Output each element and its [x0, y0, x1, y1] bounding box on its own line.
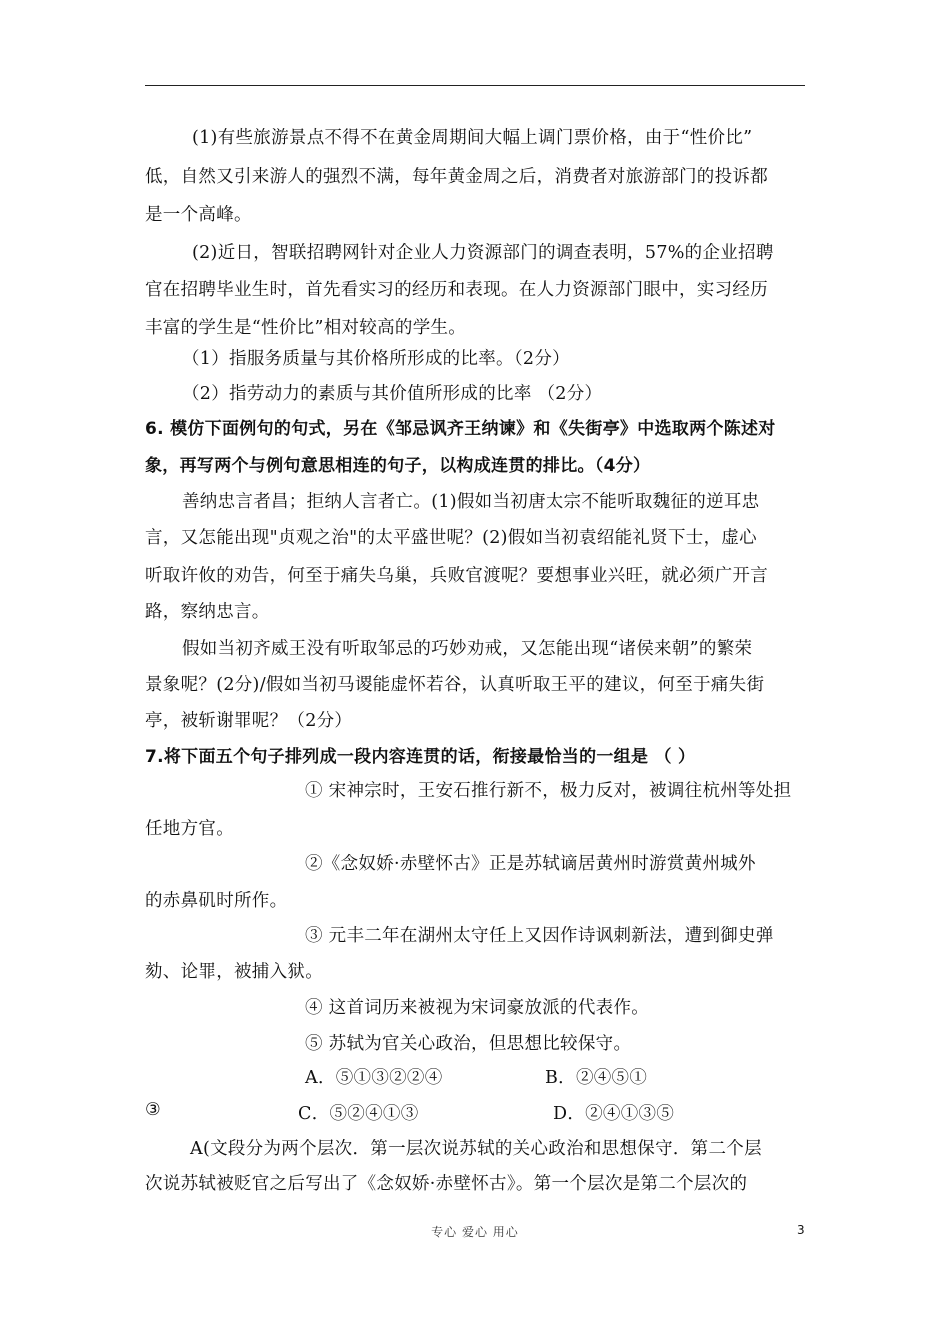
- text-line: 言，又怎能出现"贞观之治"的太平盛世呢？(2)假如当初袁绍能礼贤下士，虚心: [145, 528, 757, 548]
- text-line: 官在招聘毕业生时，首先看实习的经历和表现。在人力资源部门眼中，实习经历: [145, 280, 768, 300]
- sentence-item: 的赤鼻矶时所作。: [145, 891, 288, 911]
- option-b: B．②④⑤①: [545, 1068, 648, 1088]
- answer-explanation: 次说苏轼被贬官之后写出了《念奴娇·赤壁怀古》。第一个层次是第二个层次的: [145, 1174, 748, 1194]
- text-line: 是一个高峰。: [145, 205, 252, 225]
- option-d: D．②④①③⑤: [553, 1104, 675, 1124]
- text-line: (2)近日，智联招聘网针对企业人力资源部门的调查表明，57%的企业招聘: [192, 243, 774, 263]
- sentence-item: ③ 元丰二年在湖州太守任上又因作诗讽刺新法，遭到御史弹: [305, 926, 774, 946]
- answer-line: 景象呢？(2分)/假如当初马谡能虚怀若谷，认真听取王平的建议，何至于痛失街: [145, 675, 765, 695]
- answer-line: （1）指服务质量与其价格所形成的比率。（2分）: [182, 349, 570, 369]
- text-line: 低，自然又引来游人的强烈不满，每年黄金周之后，消费者对旅游部门的投诉都: [145, 167, 768, 187]
- text-line: 听取许攸的劝告，何至于痛失乌巢，兵败官渡呢？要想事业兴旺，就必须广开言: [145, 566, 768, 586]
- sentence-item: ②《念奴娇·赤壁怀古》正是苏轼谪居黄州时游赏黄州城外: [305, 854, 756, 874]
- question-6-title: 象，再写两个与例句意思相连的句子，以构成连贯的排比。（4分）: [145, 456, 651, 476]
- answer-line: 亭，被斩谢罪呢？（2分）: [145, 711, 353, 731]
- sentence-item: ⑤ 苏轼为官关心政治，但思想比较保守。: [305, 1034, 632, 1054]
- text-line: 丰富的学生是“性价比”相对较高的学生。: [145, 318, 467, 338]
- page-number: 3: [797, 1223, 805, 1237]
- text-line: 善纳忠言者昌；拒纳人言者亡。(1)假如当初唐太宗不能听取魏征的逆耳忠: [182, 492, 760, 512]
- sentence-item: ① 宋神宗时，王安石推行新不，极力反对，被调往杭州等处担: [305, 781, 792, 801]
- option-a: A．⑤①③②②④: [305, 1068, 443, 1088]
- answer-line: （2）指劳动力的素质与其价值所形成的比率 （2分）: [182, 384, 603, 404]
- header-rule: [145, 85, 805, 86]
- question-6-title: 6. 模仿下面例句的句式，另在《邹忌讽齐王纳谏》和《失街亭》中选取两个陈述对: [145, 419, 776, 439]
- answer-explanation: A(文段分为两个层次．第一层次说苏轼的关心政治和思想保守．第二个层: [190, 1139, 762, 1159]
- text-line: (1)有些旅游景点不得不在黄金周期间大幅上调门票价格，由于“性价比”: [192, 128, 753, 148]
- page-footer: 专心 爱心 用心: [431, 1225, 519, 1239]
- sentence-item: 劾、论罪，被捕入狱。: [145, 962, 323, 982]
- sentence-item: ④ 这首词历来被视为宋词豪放派的代表作。: [305, 998, 650, 1018]
- sentence-item: 任地方官。: [145, 819, 234, 839]
- option-b-continued: ③: [145, 1100, 161, 1120]
- question-7-title: 7.将下面五个句子排列成一段内容连贯的话，衔接最恰当的一组是 （ ）: [145, 747, 696, 767]
- option-c: C．⑤②④①③: [298, 1104, 419, 1124]
- answer-line: 假如当初齐威王没有听取邹忌的巧妙劝戒，又怎能出现“诸侯来朝”的繁荣: [182, 639, 753, 659]
- text-line: 路，察纳忠言。: [145, 602, 270, 622]
